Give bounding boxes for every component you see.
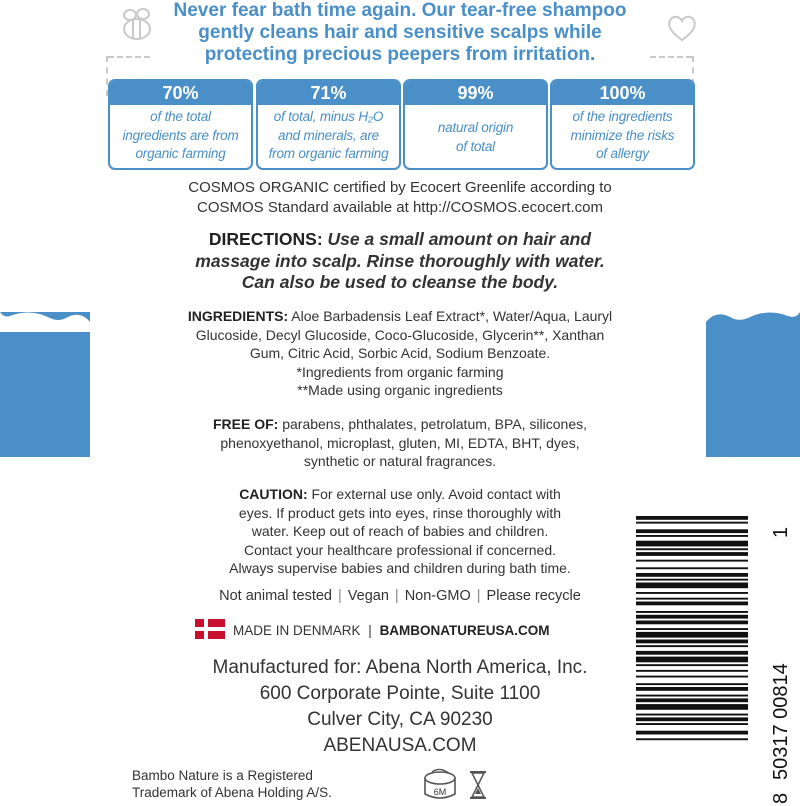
intro-text bbox=[150, 0, 650, 66]
barcode-bar bbox=[636, 611, 748, 613]
barcode-first-digit: 8 bbox=[770, 792, 792, 804]
free-of-text: synthetic or natural fragrances. bbox=[303, 453, 497, 469]
stat-text: from organic farming bbox=[268, 146, 389, 161]
trademark-line: Bambo Nature is a Registered bbox=[132, 768, 313, 783]
free-of-section bbox=[160, 415, 640, 471]
caution-section bbox=[180, 485, 620, 578]
barcode-bar bbox=[636, 651, 748, 655]
ingredients-label: INGREDIENTS: bbox=[187, 308, 289, 324]
barcode-bar bbox=[636, 714, 748, 716]
left-blue-tab bbox=[0, 312, 90, 457]
stat-box-allergy bbox=[550, 79, 695, 170]
hourglass-icon bbox=[468, 770, 488, 800]
caution-text: water. Keep out of reach of babies and children. bbox=[251, 523, 549, 539]
free-of-label: FREE OF: bbox=[212, 416, 279, 432]
stat-text: of the total bbox=[150, 109, 211, 124]
intro-line: Never fear bath time again. Our tear-free shampoo bbox=[173, 0, 627, 21]
dashed-border-top bbox=[108, 56, 150, 58]
directions-text: massage into scalp. Rinse thoroughly with water. bbox=[195, 250, 605, 271]
barcode-bar bbox=[636, 541, 748, 547]
barcode-bar bbox=[636, 579, 748, 581]
claims-row: Not animal tested | Vegan | Non-GMO | Please recycle bbox=[219, 588, 581, 604]
barcode-bar bbox=[636, 731, 748, 735]
made-in-separator: | bbox=[368, 623, 372, 638]
barcode-bar bbox=[636, 723, 748, 725]
barcode-bar bbox=[636, 548, 748, 550]
barcode-bar bbox=[636, 583, 748, 589]
barcode-bars bbox=[636, 512, 766, 806]
pao-label: 6M bbox=[433, 787, 447, 797]
ingredients-note: **Made using organic ingredients bbox=[297, 382, 503, 398]
barcode-bar bbox=[636, 602, 748, 606]
manufacturer-website[interactable]: ABENAUSA.COM bbox=[323, 735, 477, 756]
stat-text: organic farming bbox=[135, 146, 226, 161]
trademark-line: Trademark of Abena Holding A/S. bbox=[132, 785, 332, 800]
barcode-middle-digits: 50317 00814 bbox=[770, 663, 792, 780]
barcode-bar bbox=[636, 522, 748, 524]
barcode-bar bbox=[636, 738, 748, 740]
stat-text: of total bbox=[456, 138, 495, 154]
barcode-bar bbox=[636, 676, 748, 678]
barcode-bar bbox=[636, 573, 748, 577]
barcode-bar bbox=[636, 695, 748, 697]
stat-text: of allergy bbox=[596, 146, 649, 161]
barcode-bar bbox=[636, 560, 748, 562]
stat-text: of the ingredients bbox=[572, 109, 673, 124]
barcode-bar bbox=[636, 628, 748, 630]
barcode-bar bbox=[636, 535, 748, 537]
free-of-text: phenoxyethanol, microplast, gluten, MI, EDTA, BHT, dyes, bbox=[220, 434, 580, 451]
ingredients-text: Gum, Citric Acid, Sorbic Acid, Sodium Benzoate. bbox=[249, 345, 551, 361]
barcode-bar bbox=[636, 598, 748, 600]
barcode-bar bbox=[636, 632, 748, 638]
right-blue-tab bbox=[706, 312, 800, 457]
barcode-bar bbox=[636, 516, 748, 520]
directions-text: Use a small amount on hair and bbox=[327, 229, 592, 249]
directions-section bbox=[130, 229, 670, 294]
barcode-bar bbox=[636, 592, 748, 594]
stat-box-organic-minus-water bbox=[256, 79, 401, 170]
barcode-last-digit: 1 bbox=[770, 526, 792, 538]
claim-animal-testing: Not animal tested bbox=[219, 588, 332, 604]
free-of-text: parabens, phthalates, petrolatum, BPA, silicones, bbox=[282, 416, 588, 432]
barcode-bar bbox=[636, 640, 748, 644]
caution-text: For external use only. Avoid contact with bbox=[311, 486, 561, 502]
barcode-bar bbox=[636, 615, 748, 619]
cert-line: COSMOS Standard available at http://COSMOS.ecocert.com bbox=[197, 199, 603, 216]
caution-text: Contact your healthcare professional if concerned. bbox=[243, 541, 557, 558]
barcode-bar bbox=[636, 664, 748, 666]
stat-percent: 100% bbox=[552, 81, 693, 105]
manufacturer-block bbox=[150, 655, 650, 759]
stat-text: ingredients are from bbox=[122, 127, 239, 143]
caution-text: Always supervise babies and children during bath time. bbox=[229, 560, 571, 576]
barcode-bar bbox=[636, 657, 748, 663]
stat-text: and minerals, are bbox=[278, 127, 379, 143]
caution-text: eyes. If product gets into eyes, rinse thoroughly with bbox=[238, 504, 562, 521]
stat-text: of total, minus H₂O bbox=[273, 109, 384, 124]
caution-label: CAUTION: bbox=[239, 486, 308, 502]
barcode-bar bbox=[636, 529, 748, 533]
right-tab-notch bbox=[706, 312, 800, 332]
denmark-flag-icon bbox=[195, 619, 225, 639]
barcode-bar bbox=[636, 621, 748, 625]
claim-non-gmo: Non-GMO bbox=[404, 588, 471, 604]
made-in-row bbox=[195, 619, 615, 639]
heart-icon bbox=[665, 12, 699, 44]
ingredients-text: Glucoside, Decyl Glucoside, Coco-Glucoside, Glycerin**, Xanthan bbox=[195, 326, 605, 343]
made-in-text: MADE IN DENMARK bbox=[233, 623, 361, 638]
directions-label: DIRECTIONS: bbox=[208, 229, 323, 249]
intro-line: protecting precious peepers from irritation. bbox=[204, 44, 596, 65]
claim-vegan: Vegan bbox=[347, 588, 389, 604]
stat-box-natural-origin bbox=[403, 79, 548, 170]
stat-box-organic-total bbox=[108, 79, 253, 170]
barcode-bar bbox=[636, 704, 748, 710]
claim-recycle: Please recycle bbox=[486, 588, 581, 604]
barcode bbox=[636, 512, 796, 806]
manufacturer-line: Culver City, CA 90230 bbox=[307, 709, 493, 730]
stat-percent: 99% bbox=[405, 81, 546, 105]
barcode-bar bbox=[636, 670, 748, 672]
barcode-bar bbox=[636, 552, 748, 556]
directions-text: Can also be used to cleanse the body. bbox=[241, 272, 559, 292]
barcode-bar bbox=[636, 717, 748, 721]
barcode-bar bbox=[636, 687, 748, 691]
cert-line: COSMOS ORGANIC certified by Ecocert Greenlife according to bbox=[188, 179, 612, 196]
dashed-border-top-right bbox=[650, 56, 692, 58]
stat-text: minimize the risks bbox=[570, 127, 675, 143]
stat-percent: 70% bbox=[110, 81, 251, 105]
manufacturer-line: 600 Corporate Pointe, Suite 1100 bbox=[259, 683, 541, 704]
trademark-text bbox=[132, 767, 412, 801]
barcode-bar bbox=[636, 698, 748, 702]
barcode-bar bbox=[636, 645, 748, 647]
ingredients-text: Aloe Barbadensis Leaf Extract*, Water/Aqua, Lauryl bbox=[291, 308, 613, 324]
period-after-opening-icon bbox=[420, 768, 460, 802]
stat-text: natural origin bbox=[437, 120, 514, 135]
left-tab-notch bbox=[0, 312, 90, 332]
ingredients-note: *Ingredients from organic farming bbox=[296, 363, 504, 380]
certification-text bbox=[100, 178, 700, 218]
website-link[interactable]: BAMBONATUREUSA.COM bbox=[379, 623, 550, 638]
barcode-bar bbox=[636, 567, 748, 569]
stat-percent: 71% bbox=[258, 81, 399, 105]
barcode-bar bbox=[636, 683, 748, 685]
ingredients-section bbox=[140, 307, 660, 400]
manufacturer-line: Manufactured for: Abena North America, Inc. bbox=[212, 657, 588, 678]
intro-line: gently cleans hair and sensitive scalps while bbox=[198, 22, 602, 43]
